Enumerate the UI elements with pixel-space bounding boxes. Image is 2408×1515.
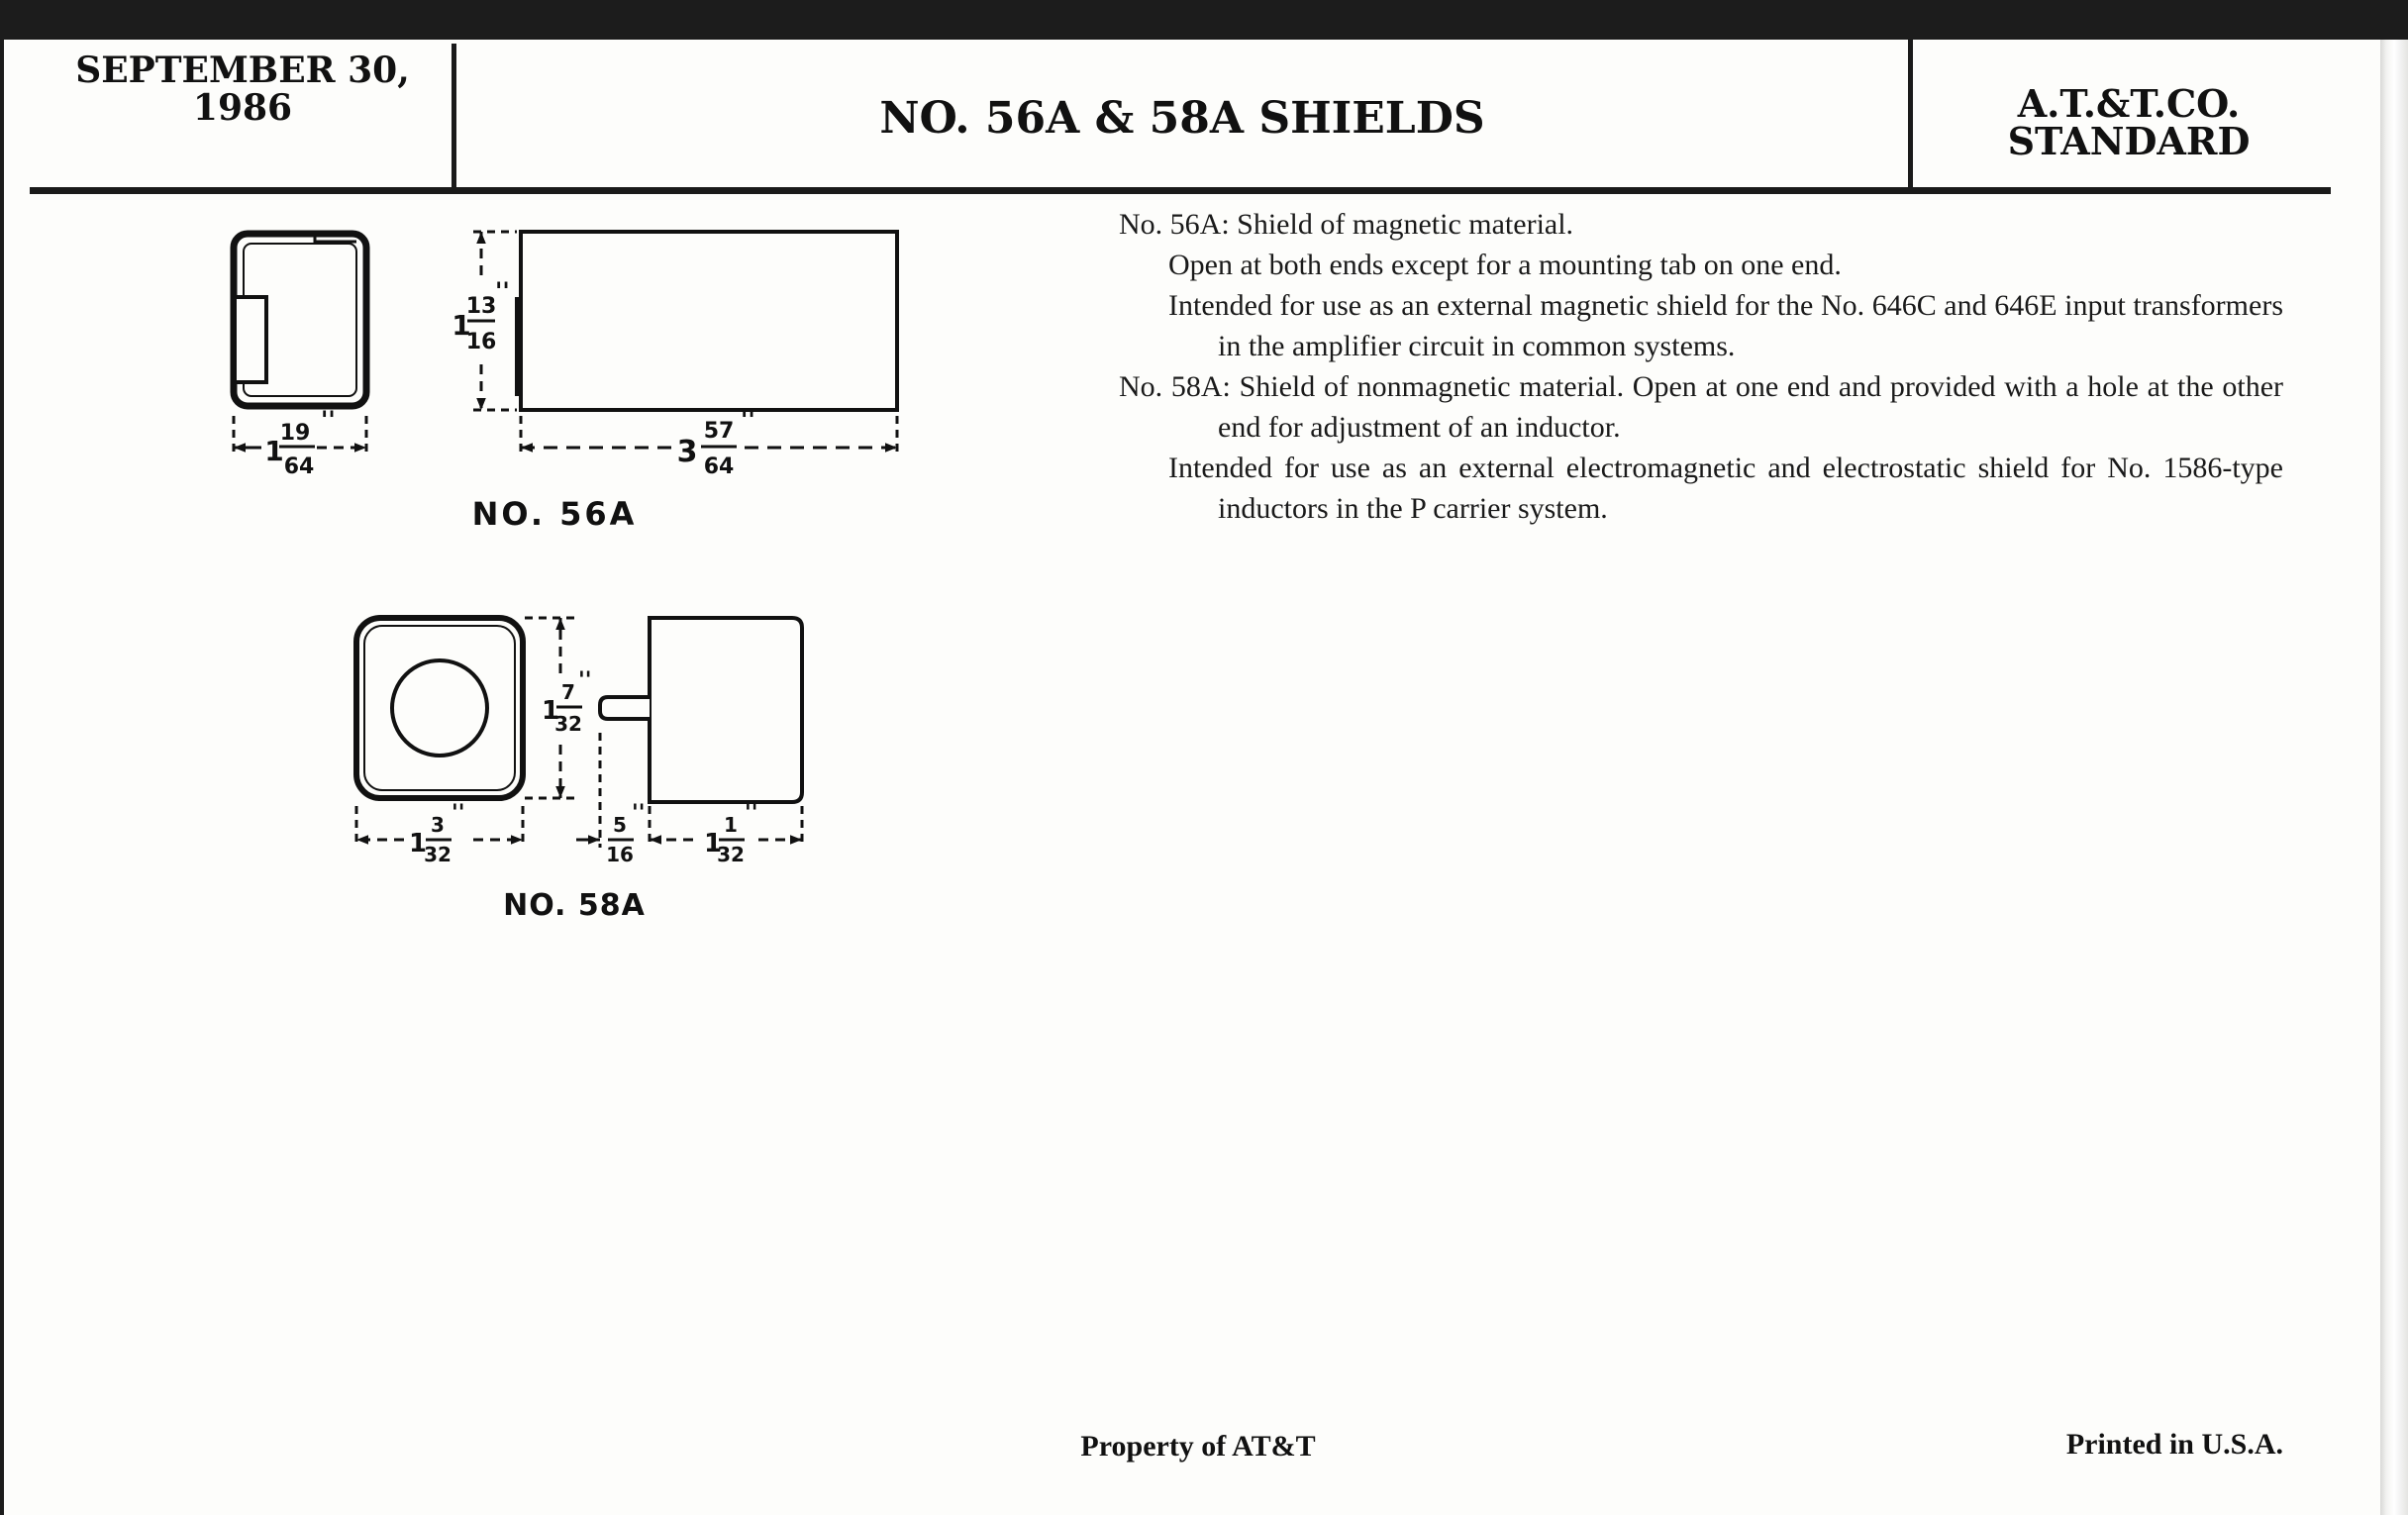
- fig-58a-depth-den: 32: [717, 843, 745, 866]
- description-58a-heading: No. 58A: Shield of nonmagnetic material. Open at one end and provided with a hole at the other end for adjustment of an inductor.: [1119, 370, 2283, 444]
- header-standard-line2: STANDARD: [2007, 119, 2251, 163]
- fig-58a-depth-whole: 1: [703, 829, 723, 858]
- description: [1119, 204, 2283, 529]
- header-date-line2: 1986: [192, 87, 293, 129]
- fig-56a-width-den: 64: [283, 454, 315, 479]
- fig-58a-depth-num: 1: [724, 813, 738, 837]
- header-standard-line1: A.T.&T.CO.: [2017, 81, 2241, 126]
- fig-58a-width-den: 32: [424, 843, 452, 866]
- description-56a-openings: Open at both ends except for a mounting tab on one end.: [1168, 249, 1842, 281]
- fig-56a-end-view: [234, 234, 366, 406]
- svg-text:'': '': [745, 801, 758, 826]
- fig-56a-label: NO. 56A: [471, 495, 638, 533]
- fig-58a-tab-den: 16: [606, 843, 634, 866]
- svg-text:'': '': [632, 801, 646, 826]
- fig-58a-side-view: [600, 618, 802, 802]
- svg-text:'': '': [578, 668, 592, 693]
- fig-58a-dimension-labels: [409, 668, 758, 866]
- fig-56a-width-whole: 1: [264, 435, 284, 467]
- description-56a-usage: Intended for use as an external magnetic shield for the No. 646C and 646E input transformers in the amplifier circuit in common systems.: [1168, 289, 2283, 362]
- fig-56a-width-num: 19: [279, 421, 311, 446]
- fig-56a-side-view: [517, 232, 897, 410]
- header-date-line1: SEPTEMBER 30,: [75, 50, 410, 91]
- svg-text:'': '': [321, 406, 336, 434]
- fig-56a-length-den: 64: [703, 454, 735, 479]
- svg-text:'': '': [741, 406, 755, 434]
- description-56a-heading: No. 56A: Shield of magnetic material.: [1119, 208, 1574, 241]
- fig-56a-height-num: 13: [465, 294, 497, 319]
- fig-56a-length-whole: 3: [676, 435, 698, 469]
- description-58a-usage: Intended for use as an external electromagnetic and electrostatic shield for No. 1586-type inductors in the P carrier system.: [1168, 452, 2283, 525]
- footer-printed: Printed in U.S.A.: [2065, 1428, 2283, 1461]
- fig-58a-tab-num: 5: [613, 813, 627, 837]
- svg-text:'': '': [452, 801, 465, 826]
- fig-58a-width-whole: 1: [408, 829, 428, 858]
- page-title: NO. 56A & 58A SHIELDS: [879, 93, 1485, 144]
- fig-58a-height-whole: 1: [541, 696, 560, 726]
- fig-56a-height-whole: 1: [452, 309, 471, 342]
- fig-56a-height-den: 16: [465, 330, 497, 354]
- fig-58a-height-den: 32: [554, 712, 582, 736]
- footer-property: Property of AT&T: [1080, 1430, 1316, 1463]
- svg-text:'': '': [495, 277, 510, 305]
- fig-58a-end-view: [356, 618, 523, 798]
- fig-58a-height-num: 7: [561, 680, 575, 704]
- fig-58a-width-num: 3: [431, 813, 445, 837]
- fig-58a-label: NO. 58A: [503, 888, 646, 923]
- fig-56a-length-num: 57: [703, 419, 735, 444]
